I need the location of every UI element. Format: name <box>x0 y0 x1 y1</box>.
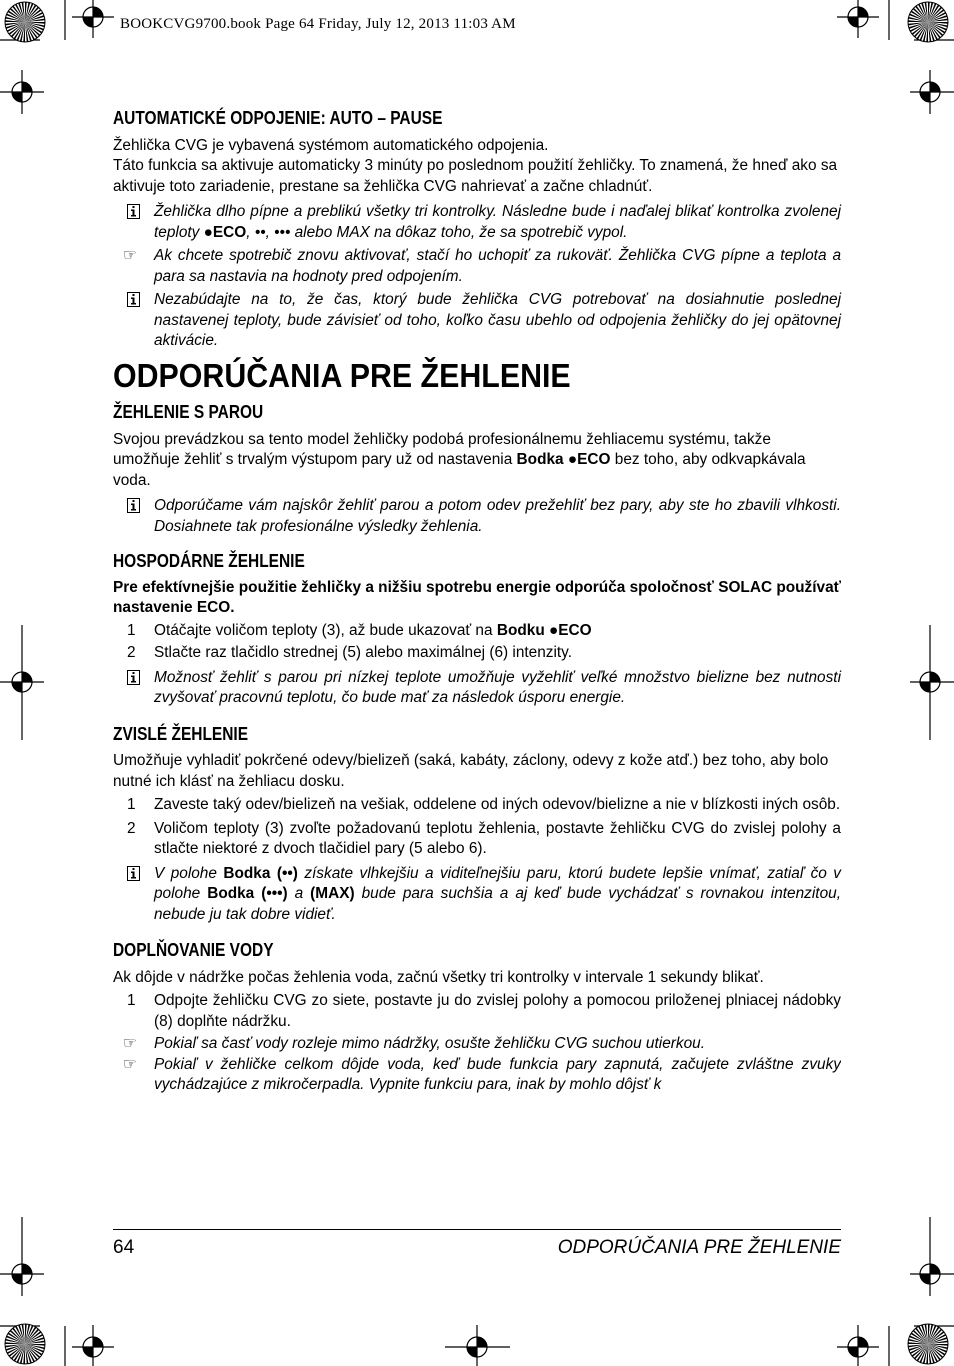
info-icon <box>113 864 154 926</box>
note-text: Možnosť žehliť s parou pri nízkej teplote umožňuje vyžehliť veľké množstvo bielizne bez nutnosti zvyšovať pracovnú teplotu, čo bude mať za následok úsporu energie. <box>154 668 841 706</box>
eco-symbol: ●ECO <box>549 621 592 639</box>
pointing-hand-icon: ☞ <box>123 1055 137 1073</box>
file-header: BOOKCVG9700.book Page 64 Friday, July 12, 2013 11:03 AM <box>120 16 516 32</box>
info-note <box>113 668 841 709</box>
page-number: 64 <box>113 1237 135 1258</box>
info-icon <box>113 668 154 709</box>
bold-text: Bodku <box>496 621 549 639</box>
section-heading: ŽEHLENIE S PAROU <box>113 402 264 422</box>
info-note <box>113 202 841 243</box>
note-text: Nezabúdajte na to, že čas, ktorý bude žehlička CVG potrebovať na dosiahnutie poslednej nastavenej teploty, bude závisieť od toho, koľko času ubehlo od odpojenia žehličky do jej opätovnej aktivácie. <box>154 291 841 349</box>
step-text: Zaveste taký odev/bielizeň na vešiak, oddelene od iných odevov/bielizne a nie v blízkosti iných osôb. <box>154 796 841 813</box>
info-icon <box>113 290 154 352</box>
numbered-step <box>113 795 841 816</box>
note-text: Odporúčame vám najskôr žehliť parou a potom odev prežehliť bez pary, aby ste ho zbavili vlhkosti. Dosiahnete tak profesionálne výsledky žehlenia. <box>154 497 841 535</box>
section-heading: HOSPODÁRNE ŽEHLENIE <box>113 551 305 571</box>
step-number: 2 <box>127 644 136 661</box>
section-heading: ZVISLÉ ŽEHLENIE <box>113 723 249 744</box>
bold-text: Bodka <box>516 451 568 468</box>
paragraph: Ak dôjde v nádržke počas žehlenia voda, začnú všetky tri kontrolky v intervale 1 sekundy blikať. <box>113 968 764 986</box>
paragraph: Táto funkcia sa aktivuje automaticky 3 minúty po poslednom použití žehličky. To znamená, že hneď ako sa aktivuje toto zariadenie, prestane sa žehlička CVG nahrievať a začne chladnúť. <box>113 157 838 195</box>
section-heading: DOPLŇOVANIE VODY <box>113 940 274 960</box>
note-text: a <box>287 885 311 902</box>
footer-divider <box>113 1229 841 1230</box>
paragraph: Žehlička CVG je vybavená systémom automatického odpojenia. <box>113 136 549 154</box>
info-note <box>113 864 841 926</box>
step-text: Voličom teploty (3) zvoľte požadovanú teplotu žehlenia, postavte žehličku CVG do zvislej polohy a stlačte niektoré z dvoch tlačidiel pary (5 alebo 6). <box>154 819 841 857</box>
info-icon <box>113 496 154 537</box>
step-text: Otáčajte voličom teploty (3), až bude ukazovať na <box>154 621 497 639</box>
hand-note <box>113 1034 841 1055</box>
paragraph <box>113 430 841 492</box>
note-text: V polohe <box>154 864 224 882</box>
paragraph-text: bez toho, aby odkvapkávala voda. <box>113 451 806 489</box>
footer-title: ODPORÚČANIA PRE ŽEHLENIE <box>557 1237 841 1258</box>
note-text: Žehlička dlho pípne a preblikú všetky tri kontrolky. Následne bude i naďalej blikať kontrolka zvolenej teploty <box>154 203 841 241</box>
numbered-step <box>113 643 841 664</box>
info-note <box>113 496 841 537</box>
note-text: Pokiaľ v žehličke celkom dôjde voda, keď bude funkcia pary zapnutá, začujete zvláštne zvuky vychádzajúce z mikročerpadla. Vypnite funkciu para, inak by mohlo dôjsť k <box>154 1055 841 1093</box>
step-text: Stlačte raz tlačidlo strednej (5) alebo maximálnej (6) intenzity. <box>154 644 573 661</box>
note-text: Ak chcete spotrebič znovu aktivovať, stačí ho uchopiť za rukoväť. Žehlička CVG pípne a teplota a para sa nastavia na hodnoty pred odpojením. <box>154 247 841 285</box>
numbered-step <box>113 621 841 642</box>
pointing-hand-icon: ☞ <box>123 247 137 264</box>
paragraph-text: Svojou prevádzkou sa tento model žehličky podobá profesionálnemu žehliacemu systému, takže umožňuje žehliť s trvalým výstupom pary už od nastavenia <box>113 430 771 468</box>
note-text: Pokiaľ sa časť vody rozleje mimo nádržky, osušte žehličku CVG suchou utierkou. <box>154 1035 705 1052</box>
note-text: , ••, ••• alebo MAX na dôkaz toho, že sa spotrebič vypol. <box>246 223 628 241</box>
info-icon <box>113 202 154 243</box>
bold-paragraph: Pre efektívnejšie použitie žehličky a nižšiu spotrebu energie odporúča spoločnosť SOLAC používať nastavenie ECO. <box>113 578 842 616</box>
page-content <box>113 108 841 1096</box>
eco-symbol: ●ECO <box>567 451 611 468</box>
note-text: získate vlhkejšiu a viditeľnejšiu paru, ktorú budete lepšie vnímať, zatiaľ čo v polohe <box>154 864 841 902</box>
bold-text: Bodka (•••) <box>207 885 288 902</box>
hand-note <box>113 1055 841 1096</box>
note-text: bude para suchšia a aj keď bude vychádzať s rovnakou intenzitou, nebude ju tak dobre vidieť. <box>154 885 841 923</box>
bold-text: Bodka (••) <box>223 864 298 882</box>
step-number: 1 <box>127 992 136 1009</box>
hand-note <box>113 246 841 287</box>
section-heading: AUTOMATICKÉ ODPOJENIE: AUTO – PAUSE <box>113 108 443 128</box>
step-number: 2 <box>127 819 136 837</box>
step-number: 1 <box>127 621 136 639</box>
step-text: Odpojte žehličku CVG zo siete, postavte ju do zvislej polohy a pomocou priloženej plniacej nádobky (8) doplňte nádržku. <box>154 992 841 1030</box>
page-title: ODPORÚČANIA PRE ŽEHLENIE <box>113 356 571 394</box>
pointing-hand-icon: ☞ <box>123 1035 137 1052</box>
paragraph: Umožňuje vyhladiť pokrčené odevy/bielizeň (saká, kabáty, záclony, odevy z kože atď.) bez toho, aby bolo nutné ich klásť na žehliacu dosku. <box>113 752 829 790</box>
numbered-step <box>113 819 841 860</box>
info-note <box>113 290 841 352</box>
numbered-step <box>113 991 841 1032</box>
bold-text: (MAX) <box>310 885 355 902</box>
step-number: 1 <box>127 796 136 813</box>
eco-symbol: ●ECO <box>203 223 247 241</box>
